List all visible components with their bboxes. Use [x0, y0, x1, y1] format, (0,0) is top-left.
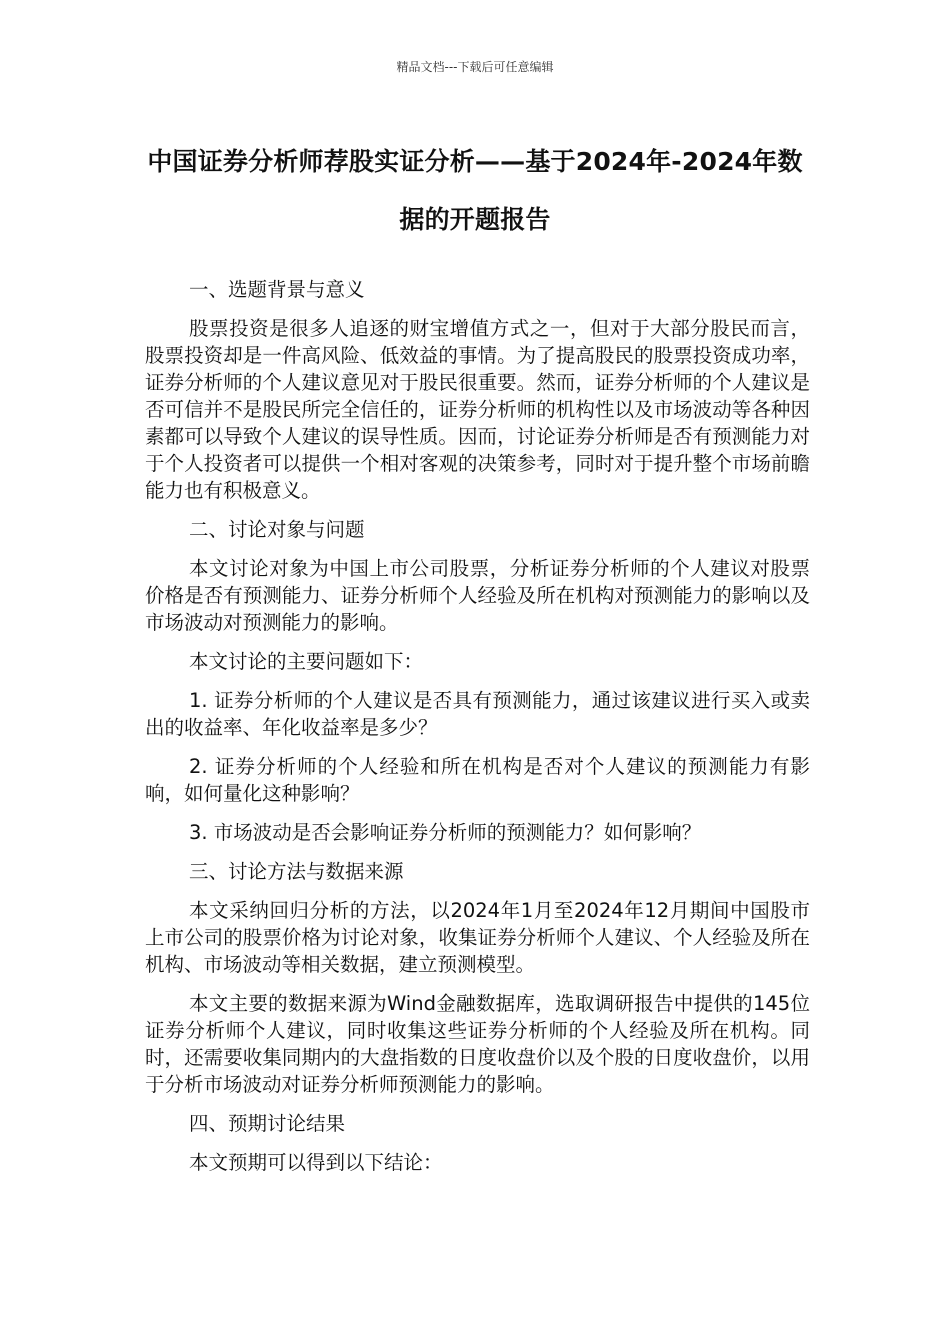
header-note: 精品文档---下载后可任意编辑 — [396, 60, 554, 74]
paragraph-questions-intro: 本文讨论的主要问题如下： — [189, 650, 424, 673]
document-title: 中国证券分析师荐股实证分析——基于2024年-2024年数据的开题报告 — [147, 147, 803, 234]
document-body — [145, 276, 810, 1188]
section-heading-methods: 三、讨论方法与数据来源 — [189, 860, 404, 883]
paragraph-data-source: 本文主要的数据来源为Wind金融数据库，选取调研报告中提供的145位证券分析师个人建议，同时收集这些证券分析师的个人经验及所在机构。同时，还需要收集同期内的大盘指数的日度收盘价以及个股的日度收盘价，以用于分析市场波动对证券分析师预测能力的影响。 — [145, 992, 810, 1096]
question-item-1: 1. 证券分析师的个人建议是否具有预测能力，通过该建议进行买入或卖出的收益率、年化收益率是多少？ — [145, 689, 810, 739]
section-heading-objects: 二、讨论对象与问题 — [189, 518, 365, 541]
section-heading-expected-results: 四、预期讨论结果 — [189, 1112, 346, 1135]
paragraph-background: 股票投资是很多人追逐的财宝增值方式之一，但对于大部分股民而言，股票投资却是一件高风险、低效益的事情。为了提高股民的股票投资成功率，证券分析师的个人建议意见对于股民很重要。然而，证券分析师的个人建议是否可信并不是股民所完全信任的，证券分析师的机构性以及市场波动等各种因素都可以导致个人建议的误导性质。因而，讨论证券分析师是否有预测能力对于个人投资者可以提供一个相对客观的决策参考，同时对于提升整个市场前瞻能力也有积极意义。 — [145, 317, 810, 502]
paragraph-expected-results: 本文预期可以得到以下结论： — [189, 1151, 443, 1174]
paragraph-objects: 本文讨论对象为中国上市公司股票，分析证券分析师的个人建议对股票价格是否有预测能力、证券分析师个人经验及所在机构对预测能力的影响以及市场波动对预测能力的影响。 — [145, 557, 810, 634]
paragraph-methods: 本文采纳回归分析的方法，以2024年1月至2024年12月期间中国股市上市公司的股票价格为讨论对象，收集证券分析师个人建议、个人经验及所在机构、市场波动等相关数据，建立预测模型。 — [145, 899, 810, 976]
question-item-2: 2. 证券分析师的个人经验和所在机构是否对个人建议的预测能力有影响，如何量化这种影响？ — [145, 755, 810, 805]
section-heading-background: 一、选题背景与意义 — [189, 278, 365, 301]
question-item-3: 3. 市场波动是否会影响证券分析师的预测能力？如何影响？ — [189, 821, 702, 844]
